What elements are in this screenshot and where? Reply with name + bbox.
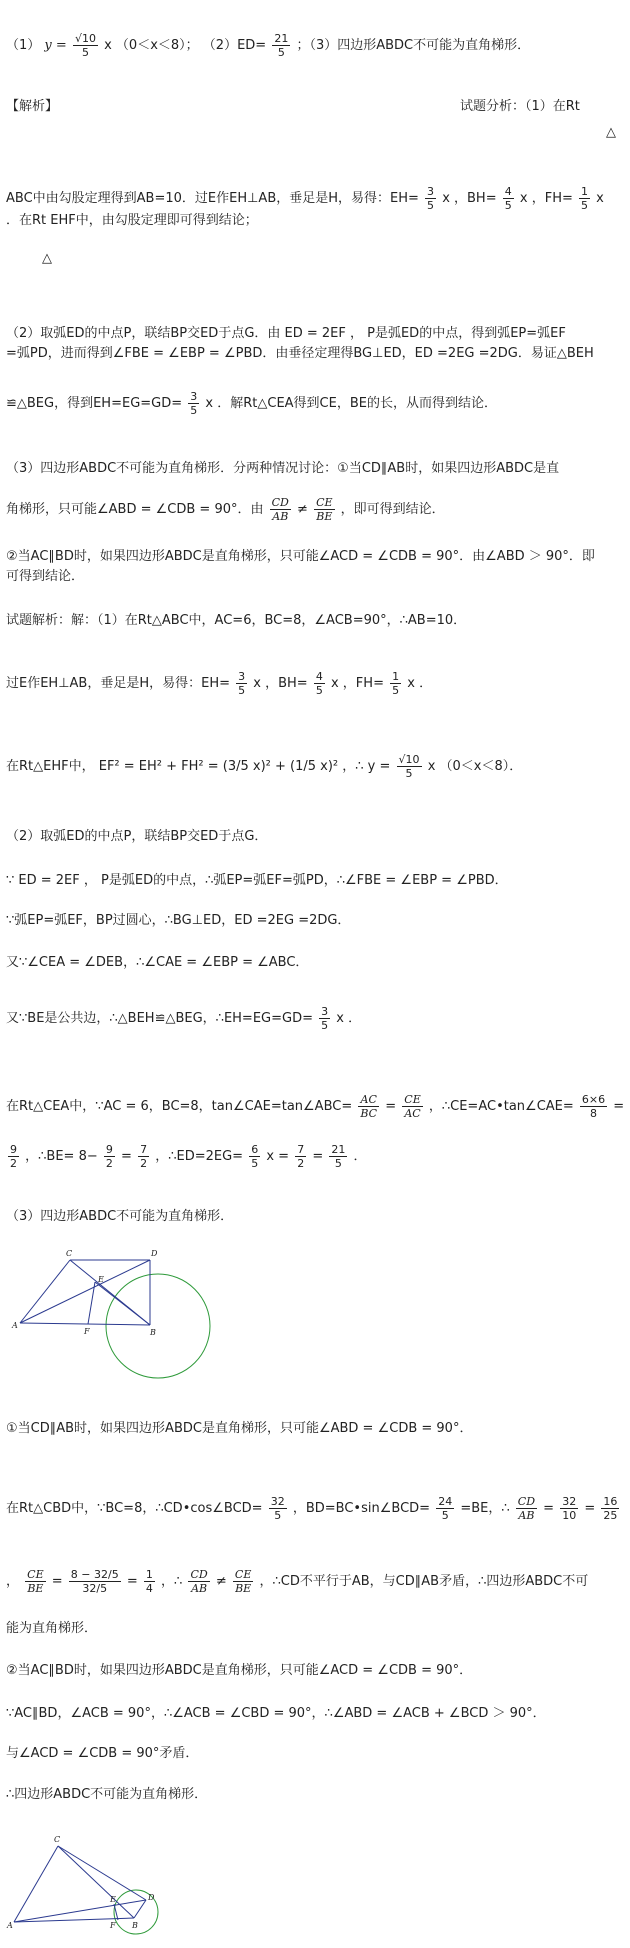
analysis-p3b: 角梯形，只可能∠ABD = ∠CDB = 90°．由 $\frac{CD}{AB}$ ≠ $\frac{CE}{BE}$ ，即可得到结论． [6,496,445,523]
answer-part1: （1） [6,38,41,53]
solution-s18: 与∠ACD = ∠CDB = 90°矛盾． [6,1746,199,1761]
circle-1 [106,1274,210,1378]
solution-s8: 又∵BE是公共边，∴△BEH≌△BEG，∴EH=EG=GD= $\frac{3}{5}$ x ． [6,1005,362,1032]
solution-s11: （3）四边形ABDC不可能为直角梯形． [6,1209,234,1224]
solution-s7: 又∵∠CEA = ∠DEB，∴∠CAE = ∠EBP = ∠ABC． [6,955,309,970]
fig1-label-d: D [151,1249,158,1258]
geometry-figure-1 [10,1240,220,1382]
triangle-symbol-2: △ [42,251,52,266]
solution-s3: 在Rt△EHF中， EF² = EH² + FH² = (3/5 x)² + (1/5 x)² ，∴ y = $\frac{√10}{5}$ x （0＜x＜8）． [6,753,523,780]
analysis-p3a: （3）四边形ABDC不可能为直角梯形．分两种情况讨论：①当CD∥AB时，如果四边形ABDC是直 [6,461,560,476]
analysis-p3d: 可得到结论． [6,569,85,584]
answer-line [6,32,530,59]
fraction-21-over-5: $\frac{21}{5}$ [274,32,289,59]
fig2-label-c: C [54,1835,61,1844]
triangle-symbol: △ [606,125,616,140]
solution-s4: （2）取弧ED的中点P，联结BP交ED于点G． [6,829,268,844]
solution-s13: 在Rt△CBD中，∵BC=8，∴CD•cos∠BCD= $\frac{32}{5}$ ，BD=BC•sin∠BCD= $\frac{24}{5}$ =BE，∴ $\frac{CD}{AB}$ = $\frac{32}{10}$ = $\frac{16}{25}$ [6,1495,618,1522]
fraction-sqrt10-over-5: $\frac{√10}{5}$ [74,32,96,59]
fig1-label-b: B [150,1328,156,1337]
analysis-p3c: ②当AC∥BD时，如果四边形ABDC是直角梯形，只可能∠ACD = ∠CDB = 90°．由∠ABD ＞ 90°．即 [6,549,595,564]
analysis-p2a: （2）取弧ED的中点P，联结BP交ED于点G．由 ED = 2EF ， P是弧ED的中点，得到弧EP=弧EF [6,326,566,341]
solution-s15: 能为直角梯形． [6,1621,98,1636]
analysis-p2c: ≌△BEG，得到EH=EG=GD= $\frac{3}{5}$ x ．解Rt△CEA得到CE，BE的长，从而得到结论． [6,390,497,417]
answer-y: y = [44,38,67,53]
analysis-tag: 【解析】 [6,99,59,114]
answer-range: x （0＜x＜8）； [104,38,199,53]
analysis-intro: 试题分析：（1）在Rt [460,99,580,114]
solution-s12: ①当CD∥AB时，如果四边形ABDC是直角梯形，只可能∠ABD = ∠CDB = 90°． [6,1421,473,1436]
solution-s1: 试题解析：解：（1）在Rt△ABC中，AC=6，BC=8，∠ACB=90°，∴AB=10． [6,613,467,628]
fig1-label-f: F [84,1327,90,1336]
geometry-figure-2 [6,1830,176,1940]
analysis-p2b: =弧PD，进而得到∠FBE = ∠EBP = ∠PBD．由垂径定理得BG⊥ED，ED =2EG =2DG．易证△BEH [6,346,594,361]
solution-s6: ∵弧EP=弧EF，BP过圆心，∴BG⊥ED，ED =2EG =2DG． [6,913,351,928]
fig1-label-c: C [66,1249,73,1258]
solution-s19: ∴四边形ABDC不可能为直角梯形． [6,1787,208,1802]
solution-s2: 过E作EH⊥AB，垂足是H，易得：EH= $\frac{3}{5}$ x ，BH= $\frac{4}{5}$ x ，FH= $\frac{1}{5}$ x ． [6,670,433,697]
figure1-lines [20,1260,150,1325]
solution-s14: ， $\frac{CE}{BE}$ = $\frac{8 - 32/5}{32/5}$ = $\frac{1}{4}$ ，∴ $\frac{CD}{AB}$ ≠ $\frac{CE}{BE}$ ，∴CD不平行于AB，与CD∥AB矛盾，∴四边形ABDC不可 [6,1568,589,1595]
analysis-line2: ．在Rt EHF中，由勾股定理即可得到结论； [6,213,258,228]
figure2-lines [14,1846,146,1922]
fig2-label-f: F [110,1921,116,1930]
answer-part2: （2）ED= [202,38,267,53]
solution-s17: ∵AC∥BD，∠ACB = 90°，∴∠ACB = ∠CBD = 90°，∴∠ABD = ∠ACB + ∠BCD ＞ 90°． [6,1706,546,1721]
fig2-label-b: B [132,1921,138,1930]
fig1-label-e: E [98,1275,104,1284]
fig2-label-a: A [7,1921,13,1930]
fig1-label-a: A [12,1321,18,1330]
fig2-label-e: E [110,1895,116,1904]
fig2-label-d: D [148,1893,155,1902]
solution-s16: ②当AC∥BD时，如果四边形ABDC是直角梯形，只可能∠ACD = ∠CDB = 90°． [6,1663,473,1678]
solution-s5: ∵ ED = 2EF ， P是弧ED的中点，∴弧EP=弧EF=弧PD，∴∠FBE = ∠EBP = ∠PBD． [6,873,508,888]
solution-s10: $\frac{9}{2}$ ，∴BE= 8− $\frac{9}{2}$ = $\frac{7}{2}$ ，∴ED=2EG= $\frac{6}{5}$ x = $\frac{7}{2}$ = $\frac{21}{5}$ ． [10,1143,367,1170]
solution-s9: 在Rt△CEA中，∵AC = 6，BC=8，tan∠CAE=tan∠ABC= $\frac{AC}{BC}$ = $\frac{CE}{AC}$ ，∴CE=AC•tan∠CAE= $\frac{6\times 6}{8}$ = [6,1093,625,1120]
analysis-line1: ABC中由勾股定理得到AB=10．过E作EH⊥AB，垂足是H，易得：EH= $\frac{3}{5}$ x ，BH= $\frac{4}{5}$ x ，FH= $\frac{1}{5}$ x [6,185,604,212]
answer-part3: ；（3）四边形ABDC不可能为直角梯形． [296,38,531,53]
